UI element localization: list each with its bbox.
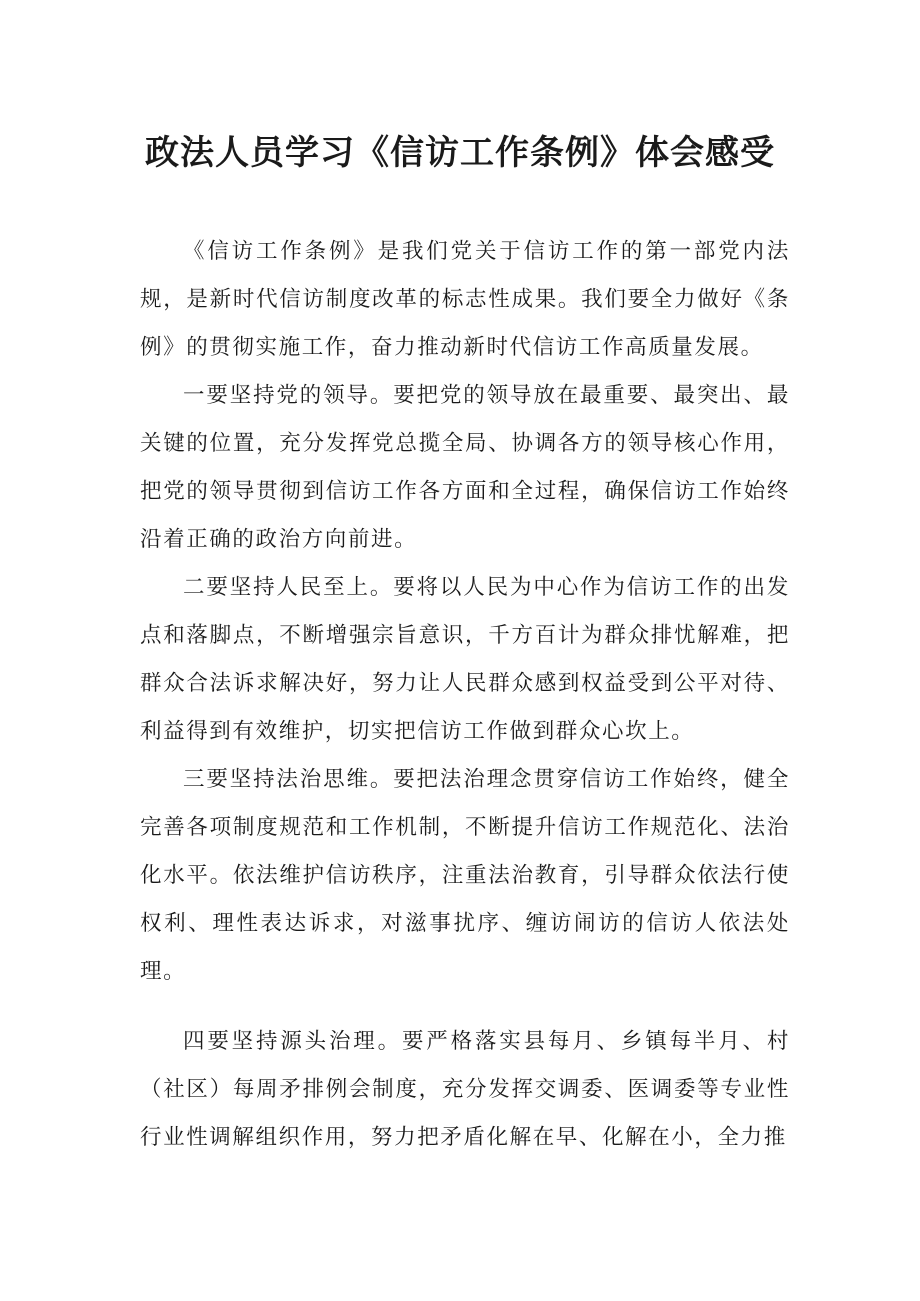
paragraph-rule-of-law: 三要坚持法治思维。要把法治理念贯穿信访工作始终，健全完善各项制度规范和工作机制，不断提升信访工作规范化、法治化水平。依法维护信访秩序，注重法治教育，引导群众依法行使权利、理性表达诉求，对滋事扰序、缠访闹访的信访人依法处理。 (140, 767, 790, 984)
document-title: 政法人员学习《信访工作条例》体会感受 (145, 133, 775, 173)
paragraph-people-first: 二要坚持人民至上。要将以人民为中心作为信访工作的出发点和落脚点，不断增强宗旨意识，千方百计为群众排忧解难，把群众合法诉求解决好，努力让人民群众感到权益受到公平对待、利益得到有效维护，切实把信访工作做到群众心坎上。 (140, 575, 790, 744)
paragraph-source-governance: 四要坚持源头治理。要严格落实县每月、乡镇每半月、村（社区）每周矛排例会制度，充分发挥交调委、医调委等专业性行业性调解组织作用，努力把矛盾化解在早、化解在小，全力推 (140, 1029, 790, 1150)
paragraph-intro: 《信访工作条例》是我们党关于信访工作的第一部党内法规，是新时代信访制度改革的标志性成果。我们要全力做好《条例》的贯彻实施工作，奋力推动新时代信访工作高质量发展。 (140, 239, 790, 360)
paragraph-party-leadership: 一要坚持党的领导。要把党的领导放在最重要、最突出、最关键的位置，充分发挥党总揽全局、协调各方的领导核心作用，把党的领导贯彻到信访工作各方面和全过程，确保信访工作始终沿着正确的政治方向前进。 (140, 383, 790, 552)
document-body (140, 228, 790, 1162)
